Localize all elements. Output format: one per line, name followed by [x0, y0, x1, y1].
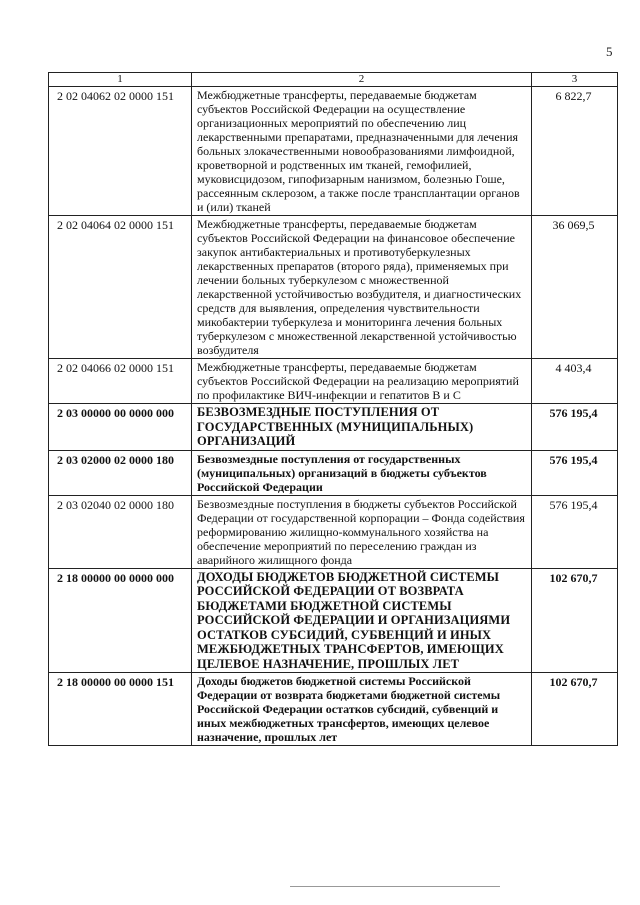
budget-classification-code: 2 02 04066 02 0000 151 — [49, 359, 192, 404]
revenue-description: Безвозмездные поступления от государственных (муниципальных) организаций в бюджеты субъектов Российской Федерации — [192, 450, 532, 495]
amount-value: 36 069,5 — [532, 216, 618, 359]
page-number: 5 — [606, 44, 613, 59]
column-header-description: 2 — [192, 73, 532, 87]
table-header-row — [49, 73, 618, 87]
amount-value: 102 670,7 — [532, 673, 618, 746]
budget-classification-code: 2 02 04062 02 0000 151 — [49, 87, 192, 216]
amount-value: 6 822,7 — [532, 87, 618, 216]
budget-classification-code: 2 18 00000 00 0000 151 — [49, 673, 192, 746]
column-header-code: 1 — [49, 73, 192, 87]
table-row — [49, 87, 618, 216]
revenue-description: Доходы бюджетов бюджетной системы Российской Федерации от возврата бюджетами бюджетной системы Российской Федерации остатков субсидий, субвенций и иных межбюджетных трансфертов, имеющих целевое назначение, прошлых лет — [192, 673, 532, 746]
revenue-description: БЕЗВОЗМЕЗДНЫЕ ПОСТУПЛЕНИЯ ОТ ГОСУДАРСТВЕННЫХ (МУНИЦИПАЛЬНЫХ) ОРГАНИЗАЦИЙ — [192, 404, 532, 451]
budget-classification-code: 2 03 02040 02 0000 180 — [49, 495, 192, 568]
revenue-description: Безвозмездные поступления в бюджеты субъектов Российской Федерации от государственной корпорации – Фонда содействия реформированию жилищно-коммунального хозяйства на обеспечение мероприятий по переселению граждан из аварийного жилищного фонда — [192, 495, 532, 568]
amount-value: 102 670,7 — [532, 568, 618, 673]
amount-value: 576 195,4 — [532, 495, 618, 568]
column-header-amount: 3 — [532, 73, 618, 87]
budget-classification-code: 2 03 00000 00 0000 000 — [49, 404, 192, 451]
table-row — [49, 495, 618, 568]
table-body — [49, 87, 618, 746]
table-row — [49, 568, 618, 673]
revenue-description: Межбюджетные трансферты, передаваемые бюджетам субъектов Российской Федерации на реализацию мероприятий по профилактике ВИЧ-инфекции и гепатитов В и С — [192, 359, 532, 404]
amount-value: 576 195,4 — [532, 450, 618, 495]
revenue-description: Межбюджетные трансферты, передаваемые бюджетам субъектов Российской Федерации на осуществление организационных мероприятий по обеспечению лиц лекарственными препаратами, предназначенными для лечения больных злокачественными новообразованиями лимфоидной, кроветворной и родственных им тканей, гемофилией, муковисцидозом, гипофизарным нанизмом, болезнью Гоше, рассеянным склерозом, а также после трансплантации органов и (или) тканей — [192, 87, 532, 216]
footer-divider — [290, 886, 500, 887]
budget-classification-code: 2 02 04064 02 0000 151 — [49, 216, 192, 359]
table-row — [49, 404, 618, 451]
amount-value: 576 195,4 — [532, 404, 618, 451]
budget-classification-code: 2 03 02000 02 0000 180 — [49, 450, 192, 495]
table-row — [49, 673, 618, 746]
table-row — [49, 216, 618, 359]
table-row — [49, 359, 618, 404]
budget-classification-code: 2 18 00000 00 0000 000 — [49, 568, 192, 673]
amount-value: 4 403,4 — [532, 359, 618, 404]
revenue-description: Межбюджетные трансферты, передаваемые бюджетам субъектов Российской Федерации на финансовое обеспечение закупок антибактериальных и противотуберкулезных лекарственных препаратов (второго ряда), применяемых при лечении больных туберкулезом с множественной лекарственной устойчивостью возбудителя, и диагностических средств для выявления, определения чувствительности микобактерии туберкулеза и мониторинга лечения больных туберкулезом с множественной лекарственной устойчивостью возбудителя — [192, 216, 532, 359]
table-row — [49, 450, 618, 495]
budget-revenue-table — [48, 72, 618, 746]
revenue-description: ДОХОДЫ БЮДЖЕТОВ БЮДЖЕТНОЙ СИСТЕМЫ РОССИЙСКОЙ ФЕДЕРАЦИИ ОТ ВОЗВРАТА БЮДЖЕТАМИ БЮДЖЕТНОЙ СИСТЕМЫ РОССИЙСКОЙ ФЕДЕРАЦИИ И ОРГАНИЗАЦИЯМИ ОСТАТКОВ СУБСИДИЙ, СУБВЕНЦИЙ И ИНЫХ МЕЖБЮДЖЕТНЫХ ТРАНСФЕРТОВ, ИМЕЮЩИХ ЦЕЛЕВОЕ НАЗНАЧЕНИЕ, ПРОШЛЫХ ЛЕТ — [192, 568, 532, 673]
